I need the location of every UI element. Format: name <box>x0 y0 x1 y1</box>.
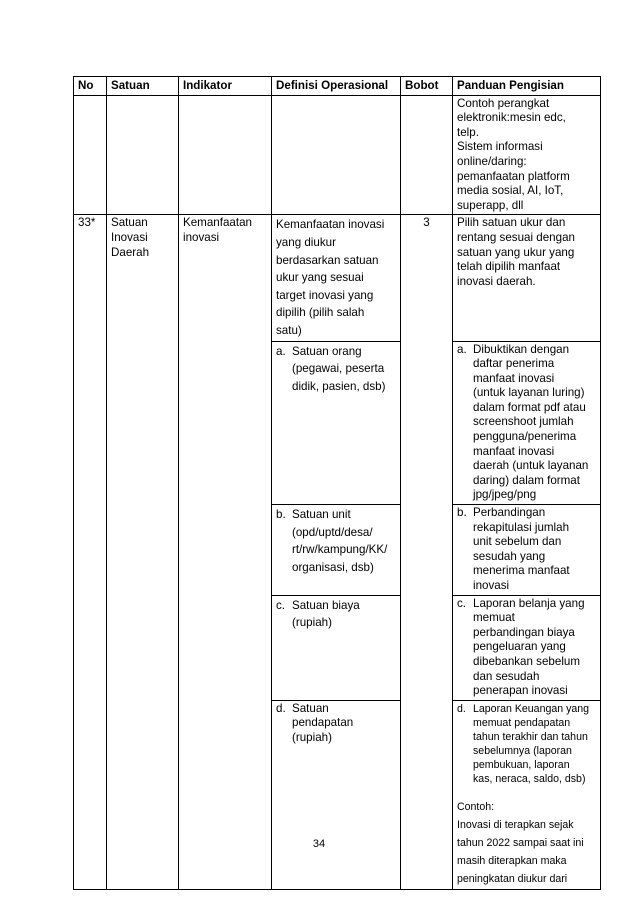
text-line: masih diterapkan maka <box>457 854 567 867</box>
text-line: Dibuktikan dengan <box>473 342 570 356</box>
cell-no: 33* <box>74 215 107 889</box>
text-line: target inovasi yang <box>276 288 374 302</box>
cell-empty <box>179 95 272 215</box>
text-line: inovasi <box>473 579 510 592</box>
text-line: Laporan belanja yang <box>473 596 585 610</box>
text-line: rt/rw/kampung/KK/ <box>292 543 388 557</box>
text-line: Sistem informasi <box>457 140 543 154</box>
text-line: peningkatan diukur dari <box>457 872 568 885</box>
text-line: Kemanfaatan inovasi <box>276 218 385 232</box>
page-number: 34 <box>312 838 326 850</box>
text-line: (rupiah) <box>292 616 332 630</box>
text-line: Contoh perangkat <box>457 96 550 110</box>
item-label: c. <box>276 598 286 612</box>
table-header-row <box>74 77 601 96</box>
cell-definisi-sub-a <box>272 341 401 505</box>
item-label: a. <box>457 342 467 356</box>
text-line: screenshoot jumlah <box>473 415 574 429</box>
cell-bobot: 3 <box>401 215 453 889</box>
text-line: daftar penerima <box>473 357 555 371</box>
header-panduan: Panduan Pengisian <box>453 77 601 96</box>
cell-definisi-sub-d <box>272 700 401 889</box>
text-line: Pilih satuan ukur dan <box>457 216 566 230</box>
text-line: jpg/jpeg/png <box>473 488 537 502</box>
cell-panduan-sub-a <box>453 341 601 505</box>
text-line: pendapatan <box>292 716 354 730</box>
text-line: (untuk layanan luring) <box>473 386 585 400</box>
table-row-33 <box>74 215 601 341</box>
cell-definisi <box>272 215 401 341</box>
text-line: kas, neraca, saldo, dsb) <box>473 772 586 785</box>
text-line: penerapan inovasi <box>473 684 568 698</box>
text-line: Daerah <box>111 245 150 259</box>
text-line: memuat pendapatan <box>473 716 571 729</box>
text-line: ukur yang sesuai <box>276 271 364 285</box>
text-line: inovasi <box>183 230 220 244</box>
text-line: organisasi, dsb) <box>292 560 374 574</box>
text-line: telah dipilih manfaat <box>457 260 561 274</box>
cell-empty <box>107 95 179 215</box>
text-line: pengeluaran yang <box>473 640 566 654</box>
cell-empty <box>74 95 107 215</box>
item-label: c. <box>457 596 467 610</box>
text-line: Satuan <box>111 216 148 230</box>
text-line: berdasarkan satuan <box>276 253 379 267</box>
text-line: Satuan biaya <box>292 598 360 612</box>
text-line: manfaat inovasi <box>473 444 555 458</box>
text-line: satu) <box>276 323 302 337</box>
text-line: pemanfaatan platform <box>457 169 570 183</box>
cell-panduan-continued <box>453 95 601 215</box>
indicator-table <box>73 76 601 890</box>
text-line: Inovasi <box>111 230 148 244</box>
text-line: Satuan unit <box>292 508 351 522</box>
text-line: inovasi daerah. <box>457 274 536 288</box>
cell-empty <box>272 95 401 215</box>
text-line: manfaat inovasi <box>473 371 555 385</box>
text-line: superapp, dll <box>457 198 524 212</box>
text-line: telp. <box>457 125 479 139</box>
text-line: elektronik:mesin edc, <box>457 111 566 125</box>
text-line: daerah (untuk layanan <box>473 459 589 473</box>
cell-panduan-sub-b <box>453 505 601 596</box>
header-indikator: Indikator <box>179 77 272 96</box>
text-line: Laporan Keuangan yang <box>473 702 590 715</box>
text-line: (rupiah) <box>292 730 332 744</box>
text-line: perbandingan biaya <box>473 625 575 639</box>
header-no: No <box>74 77 107 96</box>
text-line: Kemanfaatan <box>183 216 252 230</box>
text-line: dalam format pdf atau <box>473 400 586 414</box>
text-line: tahun terakhir dan tahun <box>473 730 588 743</box>
text-line: (pegawai, peserta <box>292 362 385 376</box>
text-line: pembukuan, laporan <box>473 758 570 771</box>
text-line: dibebankan sebelum <box>473 654 580 668</box>
item-label: d. <box>276 701 286 715</box>
cell-satuan <box>107 215 179 889</box>
cell-empty <box>401 95 453 215</box>
text-line: menerima manfaat <box>473 564 570 578</box>
text-line: satuan yang ukur yang <box>457 245 575 259</box>
text-line: rekapitulasi jumlah <box>473 520 570 534</box>
header-definisi: Definisi Operasional <box>272 77 401 96</box>
text-line: sesudah yang <box>473 549 546 563</box>
header-satuan: Satuan <box>107 77 179 96</box>
text-line: unit sebelum dan <box>473 535 562 549</box>
item-label: b. <box>276 508 286 522</box>
text-line: Satuan orang <box>292 344 362 358</box>
cell-definisi-sub-c <box>272 595 401 700</box>
text-line: pengguna/penerima <box>473 430 577 444</box>
item-label: a. <box>276 344 286 358</box>
item-label: d. <box>457 702 466 715</box>
text-line: memuat <box>473 611 515 625</box>
table-row-continued <box>74 95 601 215</box>
text-line: sebelumnya (laporan <box>473 744 572 757</box>
text-line: Inovasi di terapkan sejak <box>457 818 574 831</box>
cell-indikator <box>179 215 272 889</box>
header-bobot: Bobot <box>401 77 453 96</box>
text-line: yang diukur <box>276 235 336 249</box>
text-line: media sosial, AI, IoT, <box>457 184 564 198</box>
example-title: Contoh: <box>457 800 495 813</box>
cell-panduan-sub-d <box>453 700 601 889</box>
cell-panduan-sub-c <box>453 595 601 700</box>
text-line: online/daring: <box>457 154 527 168</box>
text-line: didik, pasien, dsb) <box>292 379 386 393</box>
text-line: Satuan <box>292 701 329 715</box>
text-line: daring) dalam format <box>473 473 580 487</box>
cell-definisi-sub-b <box>272 505 401 596</box>
text-line: dan sesudah <box>473 669 540 683</box>
text-line: rentang sesuai dengan <box>457 230 575 244</box>
text-line: tahun 2022 sampai saat ini <box>457 836 584 849</box>
cell-panduan <box>453 215 601 341</box>
text-line: Perbandingan <box>473 506 546 520</box>
item-label: b. <box>457 506 467 520</box>
text-line: dipilih (pilih salah <box>276 306 365 320</box>
text-line: (opd/uptd/desa/ <box>292 525 373 539</box>
